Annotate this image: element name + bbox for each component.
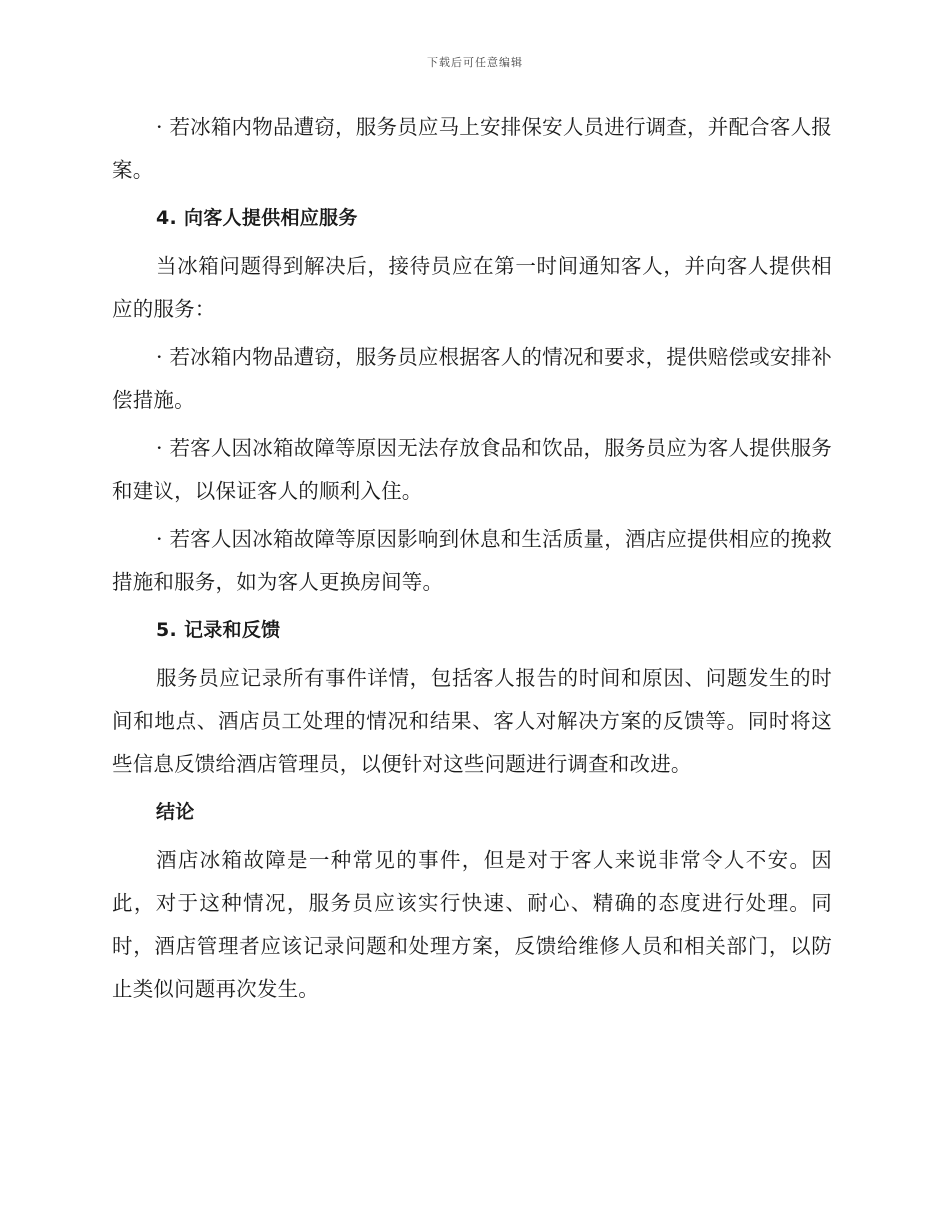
paragraph: 当冰箱问题得到解决后，接待员应在第一时间通知客人，并向客人提供相应的服务： [112,254,832,321]
section-heading: 5. 记录和反馈 [156,619,281,641]
page-header: 下载后可任意编辑 [427,56,523,69]
bullet-paragraph: · 若冰箱内物品遭窃，服务员应马上安排保安人员进行调查，并配合客人报案。 [112,115,832,182]
section-heading: 4. 向客人提供相应服务 [156,207,358,229]
document-body [112,106,832,1016]
bullet-paragraph: · 若客人因冰箱故障等原因影响到休息和生活质量，酒店应提供相应的挽救措施和服务，如为客人更换房间等。 [112,527,832,594]
bullet-paragraph: · 若冰箱内物品遭窃，服务员应根据客人的情况和要求，提供赔偿或安排补偿措施。 [112,345,832,412]
paragraph: 服务员应记录所有事件详情，包括客人报告的时间和原因、问题发生的时间和地点、酒店员工处理的情况和结果、客人对解决方案的反馈等。同时将这些信息反馈给酒店管理员，以便针对这些问题进行调查和改进。 [112,666,832,776]
bullet-paragraph: · 若客人因冰箱故障等原因无法存放食品和饮品，服务员应为客人提供服务和建议，以保证客人的顺利入住。 [112,436,832,503]
paragraph: 酒店冰箱故障是一种常见的事件，但是对于客人来说非常令人不安。因此，对于这种情况，服务员应该实行快速、耐心、精确的态度进行处理。同时，酒店管理者应该记录问题和处理方案，反馈给维修人员和相关部门，以防止类似问题再次发生。 [112,848,832,1001]
section-heading: 结论 [156,801,195,823]
